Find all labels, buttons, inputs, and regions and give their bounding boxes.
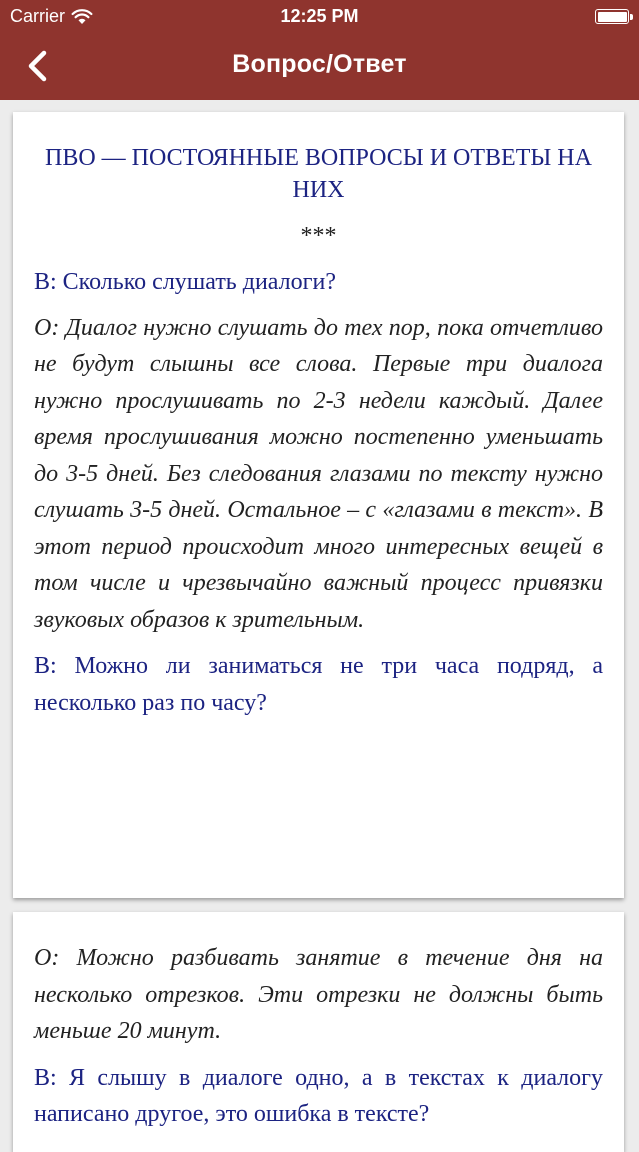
top-bar xyxy=(0,0,639,100)
status-time: 12:25 PM xyxy=(280,6,359,26)
battery-icon xyxy=(595,9,629,24)
answer-text: О: Можно разбивать занятие в течение дня на несколько отрезков. Эти отрезки не должны быть меньше 20 минут. xyxy=(34,945,603,1044)
navigation-bar xyxy=(0,34,639,100)
document-heading: ПВО — ПОСТОЯННЫЕ ВОПРОСЫ И ОТВЕТЫ НА НИХ xyxy=(45,145,592,203)
question-text: В: Сколько слушать диалоги? xyxy=(34,269,336,295)
question-text: В: Можно ли заниматься не три часа подряд, а несколько раз по часу? xyxy=(34,653,603,716)
section-separator: *** xyxy=(300,223,337,249)
page-title: Вопрос/Ответ xyxy=(232,50,407,78)
battery-fill xyxy=(598,12,627,22)
content-card-1 xyxy=(13,112,624,898)
content-card-2 xyxy=(13,912,624,1152)
answer-text: О: Диалог нужно слушать до тех пор, пока отчетливо не будут слышны все слова. Первые три диалога нужно прослушивать по 2-3 недели каждый. Далее время прослушивания можно постепенно уменьшать до 3-5 дней. Без следования глазами по тексту нужно слушать 3-5 дней. Остальное – с «глазами в текст». В этот период происходит много интересных вещей в том числе и чрезвычайно важный процесс привязки звуковых образов к зрительным. xyxy=(34,314,603,633)
carrier-label: Carrier xyxy=(10,6,66,26)
status-bar xyxy=(0,0,639,34)
question-text: В: Я слышу в диалоге одно, а в текстах к диалогу написано другое, это ошибка в тексте? xyxy=(34,1064,603,1127)
